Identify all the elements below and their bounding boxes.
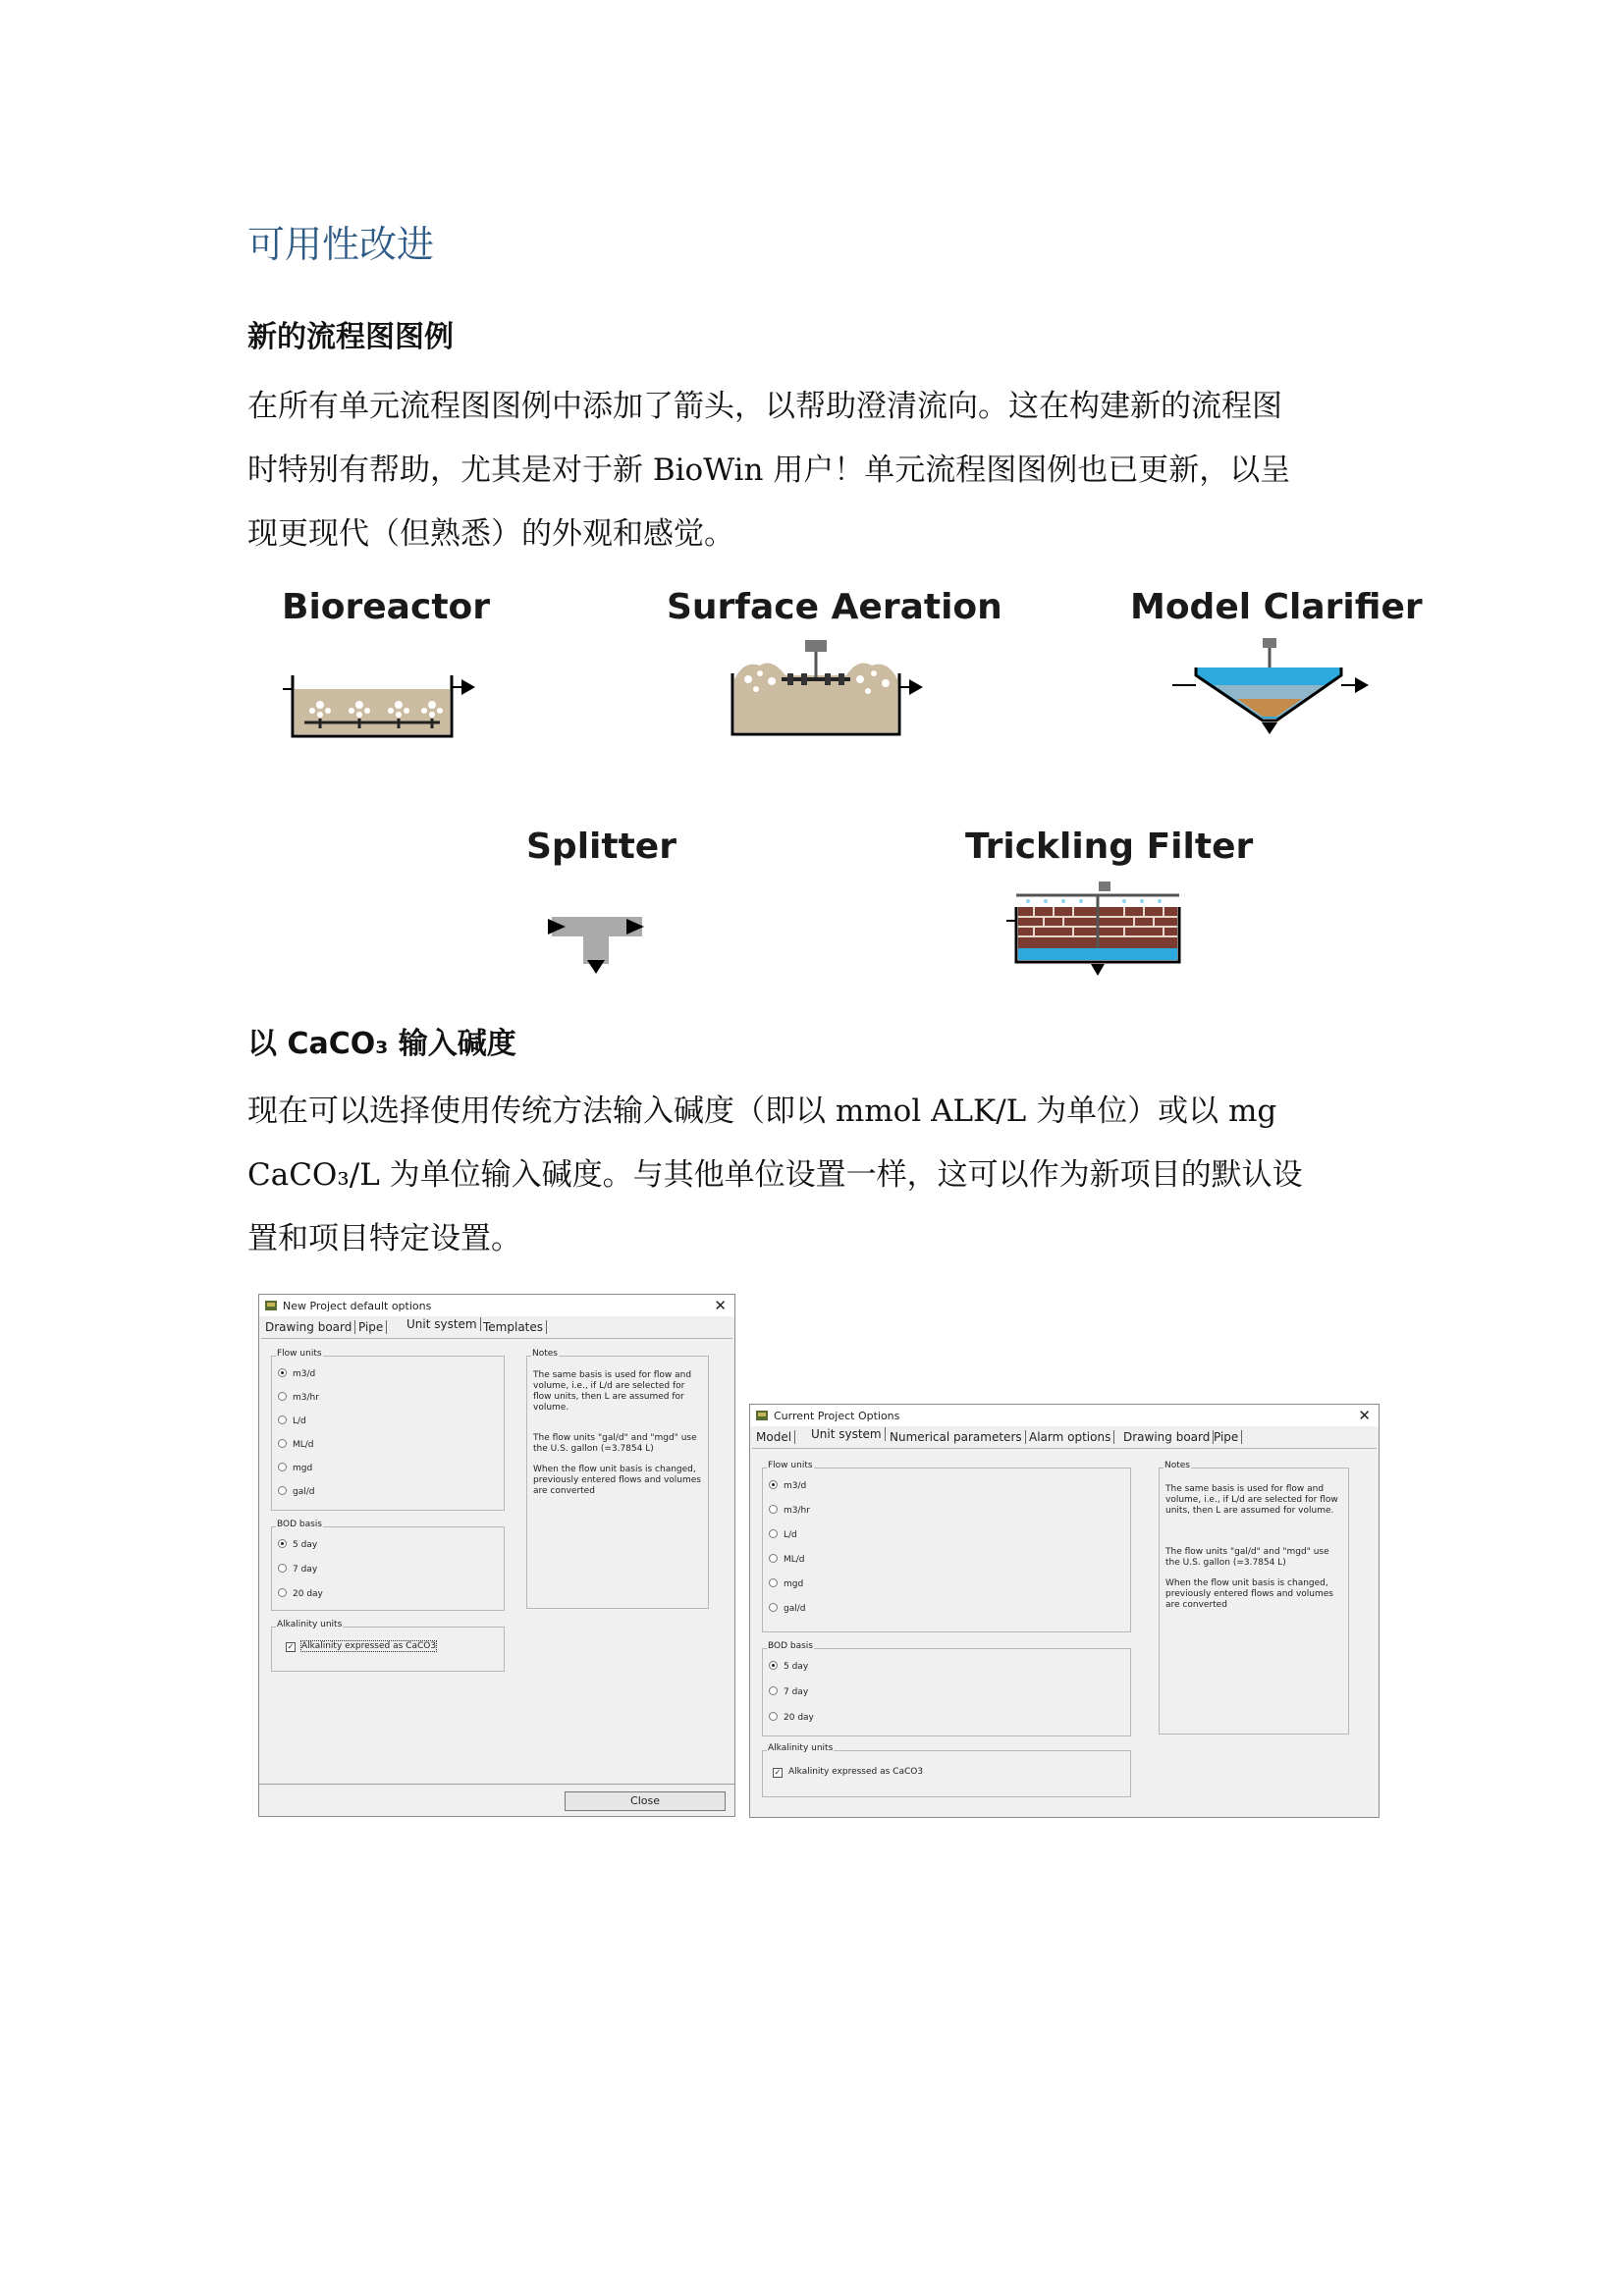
paragraph-line: CaCO₃/L 为单位输入碱度。与其他单位设置一样，这可以作为新项目的默认设 [247, 1157, 1303, 1193]
dialog-title: New Project default options [283, 1300, 432, 1312]
tab-unit-system[interactable]: Unit system [811, 1427, 882, 1441]
group-label: BOD basis [768, 1641, 813, 1651]
model-clarifier-icon [1168, 638, 1375, 736]
subsection-heading-alkalinity: 以 CaCO₃ 输入碱度 [247, 1027, 516, 1061]
note-text: The flow units "gal/d" and "mgd" use the U.S. gallon (=3.7854 L) [1165, 1547, 1329, 1568]
legends-paragraph [247, 375, 1290, 566]
alkalinity-units-group [271, 1620, 505, 1672]
tab-pipe[interactable]: Pipe [1214, 1430, 1239, 1444]
tab-pipe[interactable]: Pipe [358, 1320, 384, 1334]
radio-bod-5day[interactable]: 5 day [769, 1661, 808, 1672]
app-icon [265, 1301, 277, 1310]
paragraph-line: 时特别有帮助，尤其是对于新 BioWin 用户！单元流程图图例也已更新，以呈 [247, 453, 1291, 488]
current-project-options-dialog [749, 1404, 1380, 1818]
tab-unit-system[interactable]: Unit system [406, 1317, 477, 1331]
radio-flow-mgd[interactable]: mgd [278, 1463, 312, 1473]
radio-bod-5day[interactable]: 5 day [278, 1539, 317, 1550]
tab-drawing-board[interactable]: Drawing board [265, 1320, 352, 1334]
radio-flow-m3d[interactable]: m3/d [278, 1368, 315, 1379]
model-clarifier-label: Model Clarifier [1130, 587, 1423, 627]
tab-alarm-options[interactable]: Alarm options [1029, 1430, 1111, 1444]
radio-bod-7day[interactable]: 7 day [769, 1686, 808, 1697]
group-label: Alkalinity units [277, 1620, 343, 1629]
note-text: The flow units "gal/d" and "mgd" use the U.S. gallon (=3.7854 L) [533, 1433, 697, 1454]
subsection-heading-legends: 新的流程图图例 [247, 320, 454, 354]
alkalinity-caco3-checkbox[interactable]: ✓ Alkalinity expressed as CaCO3 [287, 1641, 437, 1651]
radio-flow-ld[interactable]: L/d [769, 1529, 797, 1540]
close-button[interactable]: Close [565, 1791, 726, 1811]
group-label: Flow units [277, 1349, 322, 1359]
radio-flow-gald[interactable]: gal/d [278, 1486, 314, 1497]
close-icon[interactable]: ✕ [714, 1297, 727, 1314]
tab-model[interactable]: Model [756, 1430, 792, 1444]
group-label: Notes [532, 1349, 558, 1359]
paragraph-line: 置和项目特定设置。 [247, 1221, 521, 1256]
group-label: BOD basis [277, 1520, 322, 1529]
bioreactor-icon [283, 656, 479, 740]
notes-group [1159, 1461, 1349, 1735]
tab-templates[interactable]: Templates [483, 1320, 544, 1334]
bod-basis-group [271, 1520, 505, 1611]
title-bar [750, 1405, 1379, 1426]
flow-units-group [762, 1461, 1131, 1632]
tab-bar [259, 1316, 734, 1338]
paragraph-line: 现在可以选择使用传统方法输入碱度（即以 mmol ALK/L 为单位）或以 mg [247, 1094, 1277, 1129]
alkalinity-units-group [762, 1743, 1131, 1797]
bod-basis-group [762, 1641, 1131, 1736]
radio-bod-20day[interactable]: 20 day [278, 1588, 323, 1599]
group-label: Alkalinity units [768, 1743, 834, 1753]
trickling-filter-icon [1006, 881, 1189, 980]
paragraph-line: 现更现代（但熟悉）的外观和感觉。 [247, 516, 734, 552]
bioreactor-label: Bioreactor [282, 587, 491, 627]
flow-units-group [271, 1349, 505, 1511]
radio-flow-m3hr[interactable]: m3/hr [278, 1392, 319, 1403]
surface-aeration-icon [731, 636, 927, 738]
alkalinity-caco3-checkbox[interactable]: ✓ Alkalinity expressed as CaCO3 [774, 1767, 924, 1777]
new-project-options-dialog [258, 1294, 735, 1817]
app-icon [756, 1411, 768, 1420]
radio-flow-mld[interactable]: ML/d [769, 1554, 805, 1565]
section-title: 可用性改进 [247, 223, 435, 266]
dialog-title: Current Project Options [774, 1410, 900, 1422]
radio-flow-mld[interactable]: ML/d [278, 1439, 314, 1450]
note-text: When the flow unit basis is changed, previously entered flows and volumes are converted [1165, 1578, 1333, 1610]
trickling-filter-label: Trickling Filter [965, 827, 1254, 867]
group-label: Flow units [768, 1461, 813, 1470]
radio-flow-m3d[interactable]: m3/d [769, 1480, 806, 1491]
radio-flow-gald[interactable]: gal/d [769, 1603, 805, 1614]
splitter-label: Splitter [526, 827, 677, 867]
note-text: The same basis is used for flow and volume, i.e., if L/d are selected for flow units, then L are assumed for volume. [533, 1370, 692, 1413]
radio-flow-mgd[interactable]: mgd [769, 1578, 803, 1589]
radio-flow-m3hr[interactable]: m3/hr [769, 1505, 810, 1516]
radio-bod-7day[interactable]: 7 day [278, 1564, 317, 1575]
close-icon[interactable]: ✕ [1358, 1407, 1371, 1424]
splitter-icon [546, 913, 648, 978]
group-label: Notes [1164, 1461, 1190, 1470]
note-text: When the flow unit basis is changed, previously entered flows and volumes are converted [533, 1465, 701, 1496]
surface-aeration-label: Surface Aeration [667, 587, 1002, 627]
note-text: The same basis is used for flow and volume, i.e., if L/d are selected for flow units, then L are assumed for volume. [1165, 1484, 1338, 1516]
tab-numerical-parameters[interactable]: Numerical parameters [890, 1430, 1022, 1444]
notes-group [526, 1349, 709, 1609]
title-bar [259, 1295, 734, 1316]
paragraph-line: 在所有单元流程图图例中添加了箭头，以帮助澄清流向。这在构建新的流程图 [247, 389, 1282, 424]
radio-bod-20day[interactable]: 20 day [769, 1712, 814, 1723]
radio-flow-ld[interactable]: L/d [278, 1415, 306, 1426]
tab-bar [750, 1426, 1379, 1448]
tab-drawing-board[interactable]: Drawing board [1123, 1430, 1211, 1444]
alkalinity-paragraph [247, 1080, 1303, 1271]
